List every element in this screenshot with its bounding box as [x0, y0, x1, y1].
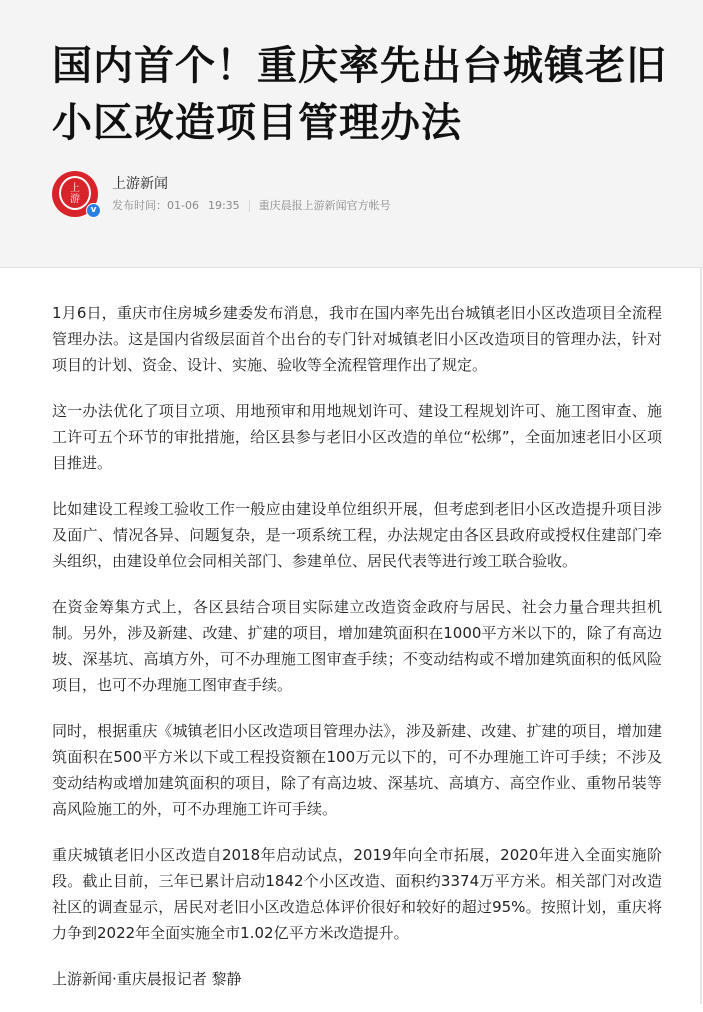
- paragraph: 重庆城镇老旧小区改造自2018年启动试点，2019年向全市拓展，2020年进入全面实施阶段。截止目前，三年已累计启动1842个小区改造、面积约3374万平方米。相关部门对改造社区的调查显示，居民对老旧小区改造总体评价很好和较好的超过95%。按照计划，重庆将力争到2022年全面实施全市1.02亿平方米改造提升。: [52, 846, 662, 942]
- publish-date: 01-06: [167, 199, 199, 212]
- publish-label: 发布时间：: [112, 199, 167, 212]
- reporter-byline: 上游新闻·重庆晨报记者 黎静: [52, 970, 242, 988]
- publish-meta: [112, 198, 391, 214]
- author-row: [52, 170, 391, 218]
- article-title: 国内首个！重庆率先出台城镇老旧小区改造项目管理办法: [52, 43, 667, 146]
- meta-divider: [249, 200, 250, 212]
- paragraph: 这一办法优化了项目立项、用地预审和用地规划许可、建设工程规划许可、施工图审查、施工许可五个环节的审批措施，给区县参与老旧小区改造的单位“松绑”，全面加速老旧小区项目推进。: [52, 402, 662, 472]
- paragraph: 1月6日，重庆市住房城乡建委发布消息，我市在国内率先出台城镇老旧小区改造项目全流程管理办法。这是国内省级层面首个出台的专门针对城镇老旧小区改造项目的管理办法，针对项目的计划、资金、设计、实施、验收等全流程管理作出了规定。: [52, 304, 662, 374]
- paragraph: 比如建设工程竣工验收工作一般应由建设单位组织开展，但考虑到老旧小区改造提升项目涉及面广、情况各异、问题复杂，是一项系统工程，办法规定由各区县政府或授权住建部门牵头组织，由建设单位会同相关部门、参建单位、居民代表等进行竣工联合验收。: [52, 500, 662, 570]
- paragraph: 同时，根据重庆《城镇老旧小区改造项目管理办法》，涉及新建、改建、扩建的项目，增加建筑面积在500平方米以下或工程投资额在100万元以下的，可不办理施工许可手续；不涉及变动结构或增加建筑面积的项目，除了有高边坡、深基坑、高填方、高空作业、重物吊装等高风险施工的外，可不办理施工许可手续。: [52, 722, 662, 818]
- publish-time: 19:35: [207, 199, 240, 212]
- avatar-logo-text: 上游: [70, 183, 80, 205]
- article-header: [0, 0, 703, 268]
- scrollbar[interactable]: [700, 268, 702, 1004]
- account-description: 重庆晨报上游新闻官方帐号: [258, 199, 391, 212]
- author-info: [112, 174, 391, 214]
- verified-badge-icon: v: [86, 203, 101, 218]
- article-body: [52, 300, 662, 1012]
- avatar[interactable]: [52, 171, 98, 217]
- paragraph: 在资金筹集方式上，各区县结合项目实际建立改造资金政府与居民、社会力量合理共担机制。另外，涉及新建、改建、扩建的项目，增加建筑面积在1000平方米以下的，除了有高边坡、深基坑、高填方外，可不办理施工图审查手续；不变动结构或不增加建筑面积的低风险项目，也可不办理施工图审查手续。: [52, 598, 662, 694]
- author-name[interactable]: 上游新闻: [112, 176, 168, 192]
